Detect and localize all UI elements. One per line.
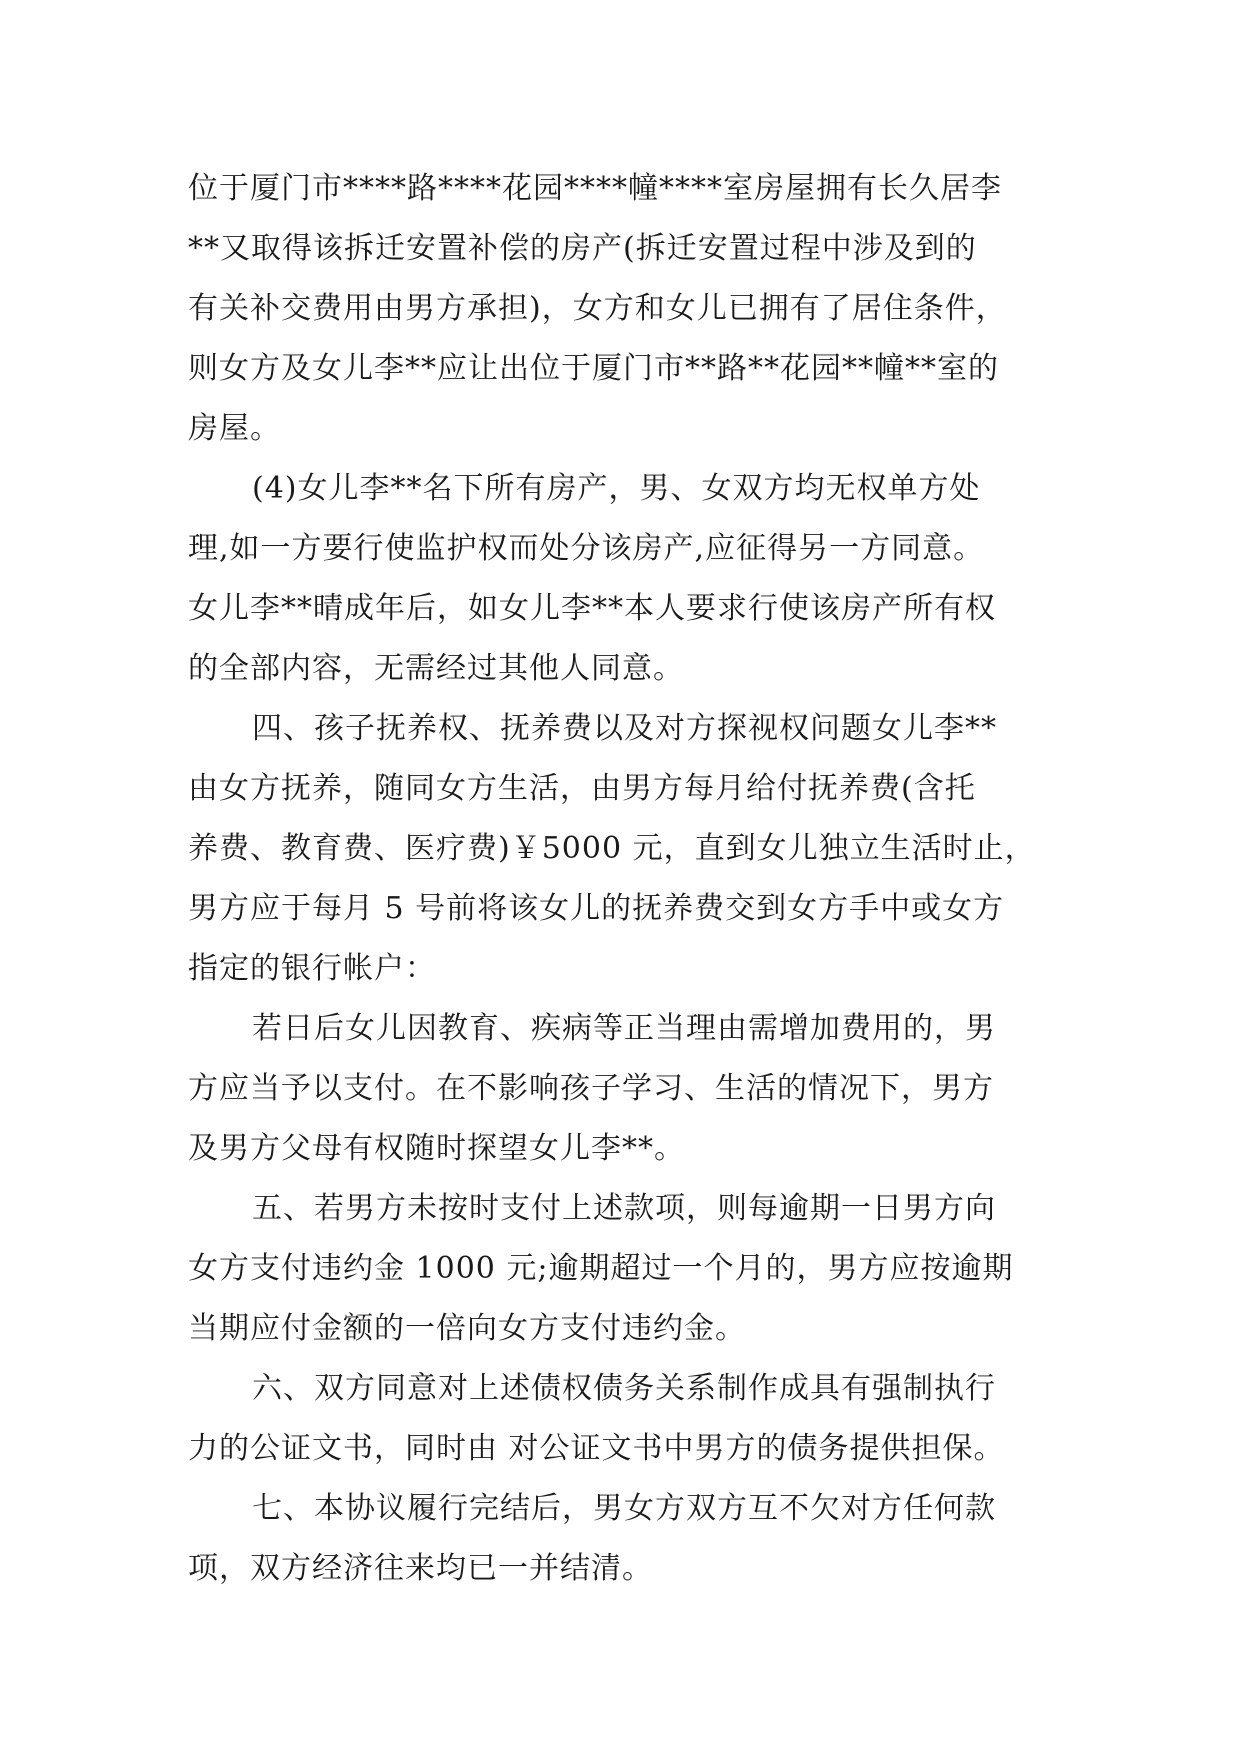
text-line: (4)女儿李**名下所有房产，男、女双方均无权单方处 [252, 471, 981, 506]
text-line: 项，双方经济往来均已一并结清。 [188, 1551, 653, 1586]
text-line: 养费、教育费、医疗费)￥5000 元，直到女儿独立生活时止， [188, 831, 1036, 866]
text-line: 房屋。 [188, 411, 281, 446]
text-line: 有关补交费用由男方承担)，女方和女儿已拥有了居住条件， [188, 291, 1007, 326]
text-line: 若日后女儿因教育、疾病等正当理由需增加费用的，男 [252, 1011, 996, 1046]
text-line: 当期应付金额的一倍向女方支付违约金。 [188, 1311, 746, 1346]
text-line: **又取得该拆迁安置补偿的房产(拆迁安置过程中涉及到的 [188, 231, 977, 266]
text-line: 七、本协议履行完结后，男女方双方互不欠对方任何款 [252, 1491, 996, 1526]
paragraph-penalty [188, 1179, 1068, 1359]
document-body [188, 159, 1068, 1599]
text-line: 则女方及女儿李**应让出位于厦门市**路**花园**幢**室的 [188, 351, 999, 386]
text-line: 的全部内容，无需经过其他人同意。 [188, 651, 684, 686]
text-line: 女方支付违约金 1000 元;逾期超过一个月的，男方应按逾期 [188, 1251, 1014, 1286]
text-line: 指定的银行帐户： [188, 951, 436, 986]
paragraph-property-relocation [188, 159, 1068, 459]
text-line: 及男方父母有权随时探望女儿李**。 [188, 1131, 685, 1166]
paragraph-daughter-property [188, 459, 1068, 699]
paragraph-additional-costs [188, 999, 1068, 1179]
text-line: 方应当予以支付。在不影响孩子学习、生活的情况下，男方 [188, 1071, 994, 1106]
text-line: 力的公证文书，同时由 对公证文书中男方的债务提供担保。 [188, 1431, 1005, 1466]
text-line: 位于厦门市****路****花园****幢****室房屋拥有长久居李 [188, 171, 1002, 206]
paragraph-custody-support [188, 699, 1068, 999]
paragraph-settlement [188, 1479, 1068, 1599]
paragraph-notarization [188, 1359, 1068, 1479]
text-line: 六、双方同意对上述债权债务关系制作成具有强制执行 [252, 1371, 996, 1406]
text-line: 五、若男方未按时支付上述款项，则每逾期一日男方向 [252, 1191, 996, 1226]
text-line: 男方应于每月 5 号前将该女儿的抚养费交到女方手中或女方 [188, 891, 1005, 926]
text-line: 女儿李**晴成年后，如女儿李**本人要求行使该房产所有权 [188, 591, 996, 626]
text-line: 由女方抚养，随同女方生活，由男方每月给付抚养费(含托 [188, 771, 976, 806]
text-line: 四、孩子抚养权、抚养费以及对方探视权问题女儿李** [252, 711, 997, 746]
text-line: 理,如一方要行使监护权而处分该房产,应征得另一方同意。 [188, 531, 985, 566]
